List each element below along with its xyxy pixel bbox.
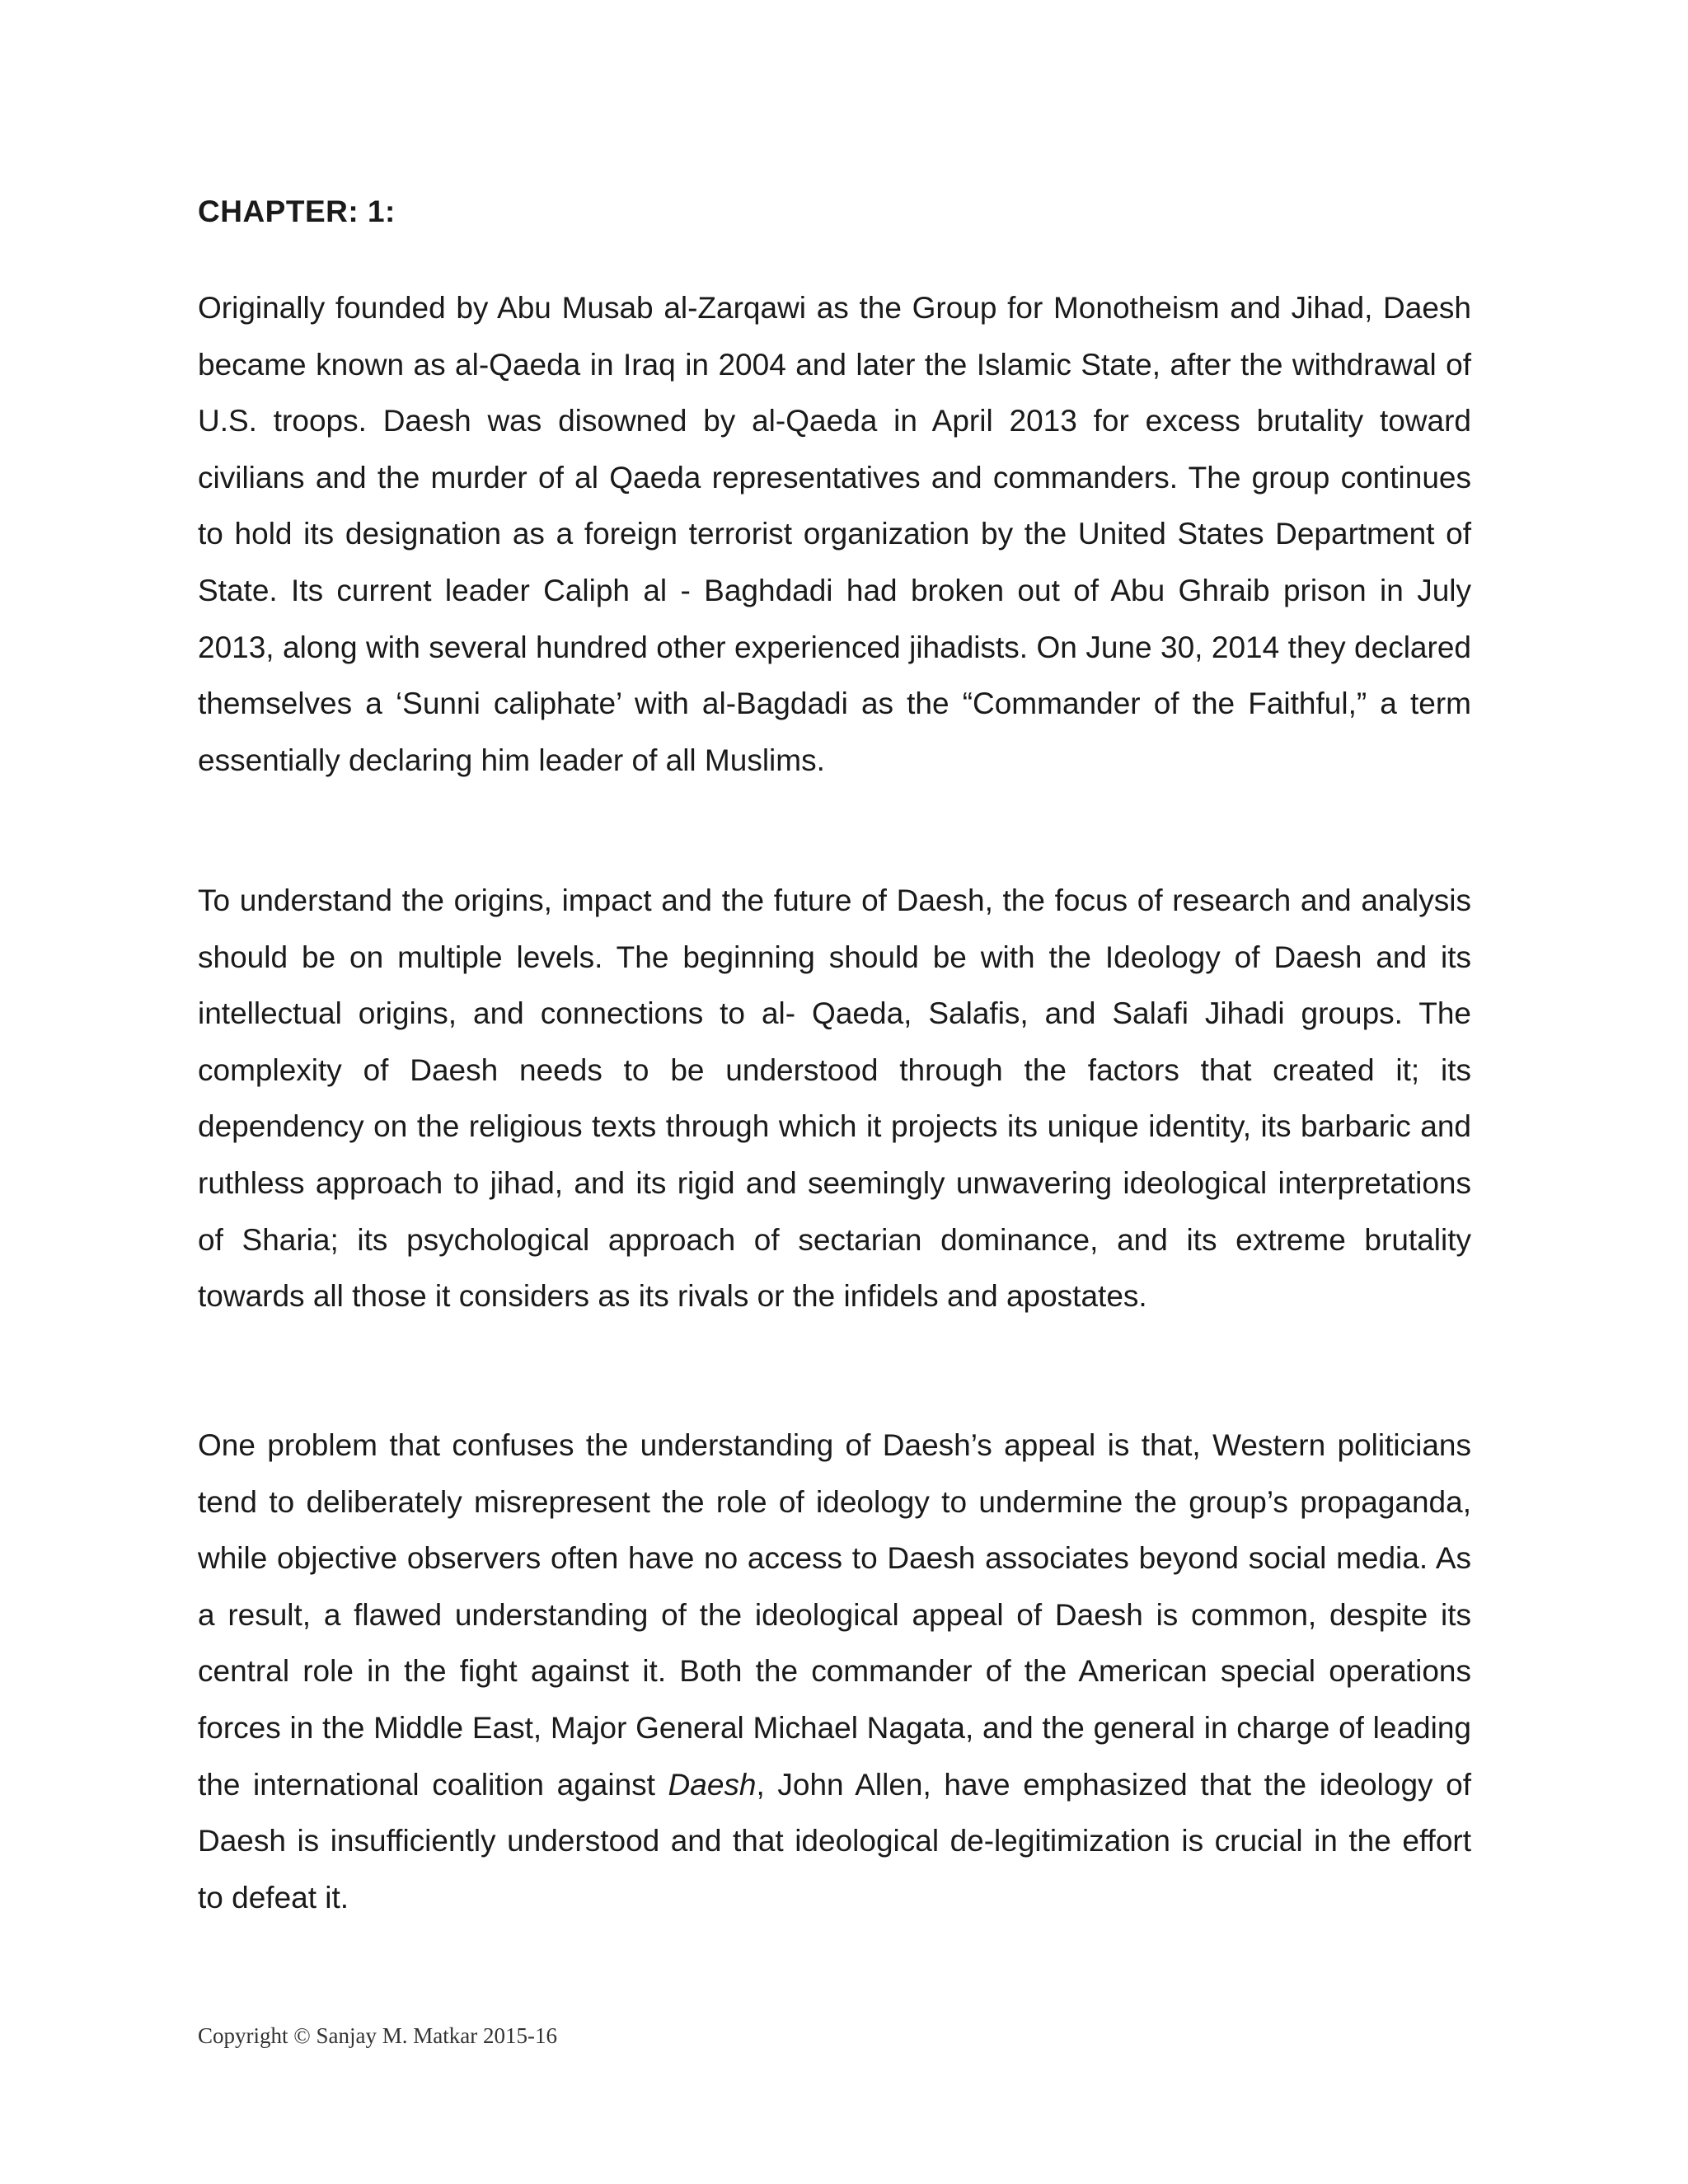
paragraph-2: To understand the origins, impact and the future of Daesh, the focus of research and analysis should be on multiple levels. The beginning should be with the Ideology of Daesh and its intellectual origins, and connections to al- Qaeda, Salafis, and Salafi Jihadi groups. The complexity of Daesh needs to be understood through the factors that created it; its dependency on the religious texts through which it projects its unique identity, its barbaric and ruthless approach to jihad, and its rigid and seemingly unwavering ideological interpretations of Sharia; its psychological approach of sectarian dominance, and its extreme brutality towards all those it considers as its rivals or the infidels and apostates.	[198, 883, 1471, 1314]
paragraph-3-italic-term: Daesh	[668, 1767, 757, 1802]
chapter-heading: CHAPTER: 1:	[198, 194, 396, 228]
paragraph-3	[198, 1418, 1471, 1926]
paragraph-1: Originally founded by Abu Musab al-Zarqawi as the Group for Monotheism and Jihad, Daesh became known as al-Qaeda in Iraq in 2004 and later the Islamic State, after the withdrawal of U.S. troops. Daesh was disowned by al-Qaeda in April 2013 for excess brutality toward civilians and the murder of al Qaeda representatives and commanders. The group continues to hold its designation as a foreign terrorist organization by the United States Department of State. Its current leader Caliph al - Baghdadi had broken out of Abu Ghraib prison in July 2013, along with several hundred other experienced jihadists. On June 30, 2014 they declared themselves a ‘Sunni caliphate’ with al-Bagdadi as the “Commander of the Faithful,” a term essentially declaring him leader of all Muslims.	[198, 291, 1471, 777]
copyright-footer: Copyright © Sanjay M. Matkar 2015-16	[198, 2023, 557, 2048]
paragraph-3-text-start: One problem that confuses the understanding of Daesh’s appeal is that, Western politicians tend to deliberately misrepresent the role of ideology to undermine the group’s propaganda, while objective observers often have no access to Daesh associates beyond social media. As a result, a flawed understanding of the ideological appeal of Daesh is common, despite its central role in the fight against it. Both the commander of the American special operations forces in the Middle East, Major General Michael Nagata, and the general in charge of leading the international coalition against	[198, 1428, 1471, 1802]
paragraph-3-text-end: , John Allen, have emphasized that the ideology of Daesh is insufficiently understood and that ideological de-legitimization is crucial in the effort to defeat it.	[198, 1767, 1472, 1915]
